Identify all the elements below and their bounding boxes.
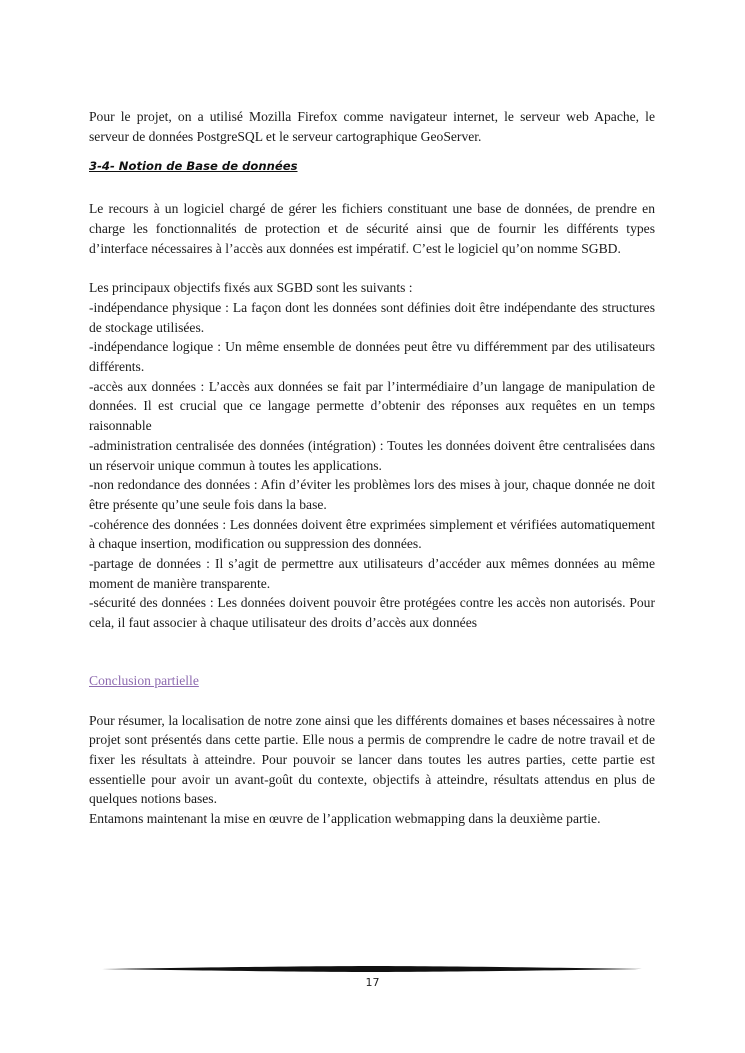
objectives-list (89, 298, 655, 633)
objective-item-data-security: -sécurité des données : Les données doivent pouvoir être protégées contre les accès non autorisés. Pour cela, il faut associer à chaque utilisateur des droits d’accès aux données (89, 595, 655, 631)
section-heading-3-4: 3-4- Notion de Base de données (89, 159, 298, 174)
paragraph-spacer (89, 259, 655, 279)
objective-item-logical-independence: -indépendance logique : Un même ensemble de données peut être vu différemment par des utilisateurs différents. (89, 339, 655, 375)
conclusion-heading: Conclusion partielle (89, 672, 199, 688)
page-number: 17 (365, 976, 380, 989)
conclusion-closing-line: Entamons maintenant la mise en œuvre de l’application webmapping dans la deuxième partie. (89, 811, 601, 827)
objective-item-coherence: -cohérence des données : Les données doivent être exprimées simplement et vérifiées automatiquement à chaque insertion, modification ou suppression des données. (89, 516, 655, 552)
footer-divider (102, 964, 642, 974)
sgbd-definition-paragraph: Le recours à un logiciel chargé de gérer les fichiers constituant une base de données, de prendre en charge les fonctionnalités de protection et de sécurité ainsi que de fournir les différents types d’interface nécessaires à l’accès aux données est impératif. C’est le logiciel qu’on nomme SGBD. (89, 201, 655, 256)
objective-item-non-redundancy: -non redondance des données : Afin d’éviter les problèmes lors des mises à jour, chaque donnée ne doit être présente qu’une seule fois dans la base. (89, 477, 655, 512)
objective-item-centralized-administration: -administration centralisée des données (intégration) : Toutes les données doivent être centralisées dans un réservoir unique commun à toutes les applications. (89, 437, 655, 473)
objective-item-data-access: -accès aux données : L’accès aux données se fait par l’intermédiaire d’un langage de manipulation de données. Il est crucial que ce langage permette d’obtenir des réponses aux requêtes en un temps raisonnable (89, 378, 655, 434)
objectives-intro: Les principaux objectifs fixés aux SGBD sont les suivants : (89, 280, 413, 296)
page-body (89, 107, 655, 829)
conclusion-paragraph: Pour résumer, la localisation de notre zone ainsi que les différents domaines et bases nécessaires à notre projet sont présentés dans cette partie. Elle nous a permis de comprendre le cadre de notre travail et de fixer les résultats à atteindre. Pour pouvoir se lancer dans toutes les autres parties, cette partie est essentielle pour avoir un avant-goût du contexte, objectifs à atteindre, résultats attendus en plus de quelques notions bases. (89, 712, 655, 807)
objective-item-data-sharing: -partage de données : Il s’agit de permettre aux utilisateurs d’accéder aux mêmes données au même moment de manière transparente. (89, 556, 655, 591)
section-spacer (89, 633, 655, 671)
intro-paragraph: Pour le projet, on a utilisé Mozilla Firefox comme navigateur internet, le serveur web Apache, le serveur de données PostgreSQL et le serveur cartographique GeoServer. (89, 109, 655, 144)
objective-item-physical-independence: -indépendance physique : La façon dont les données sont définies doit être indépendante des structures de stockage utilisées. (89, 299, 655, 335)
